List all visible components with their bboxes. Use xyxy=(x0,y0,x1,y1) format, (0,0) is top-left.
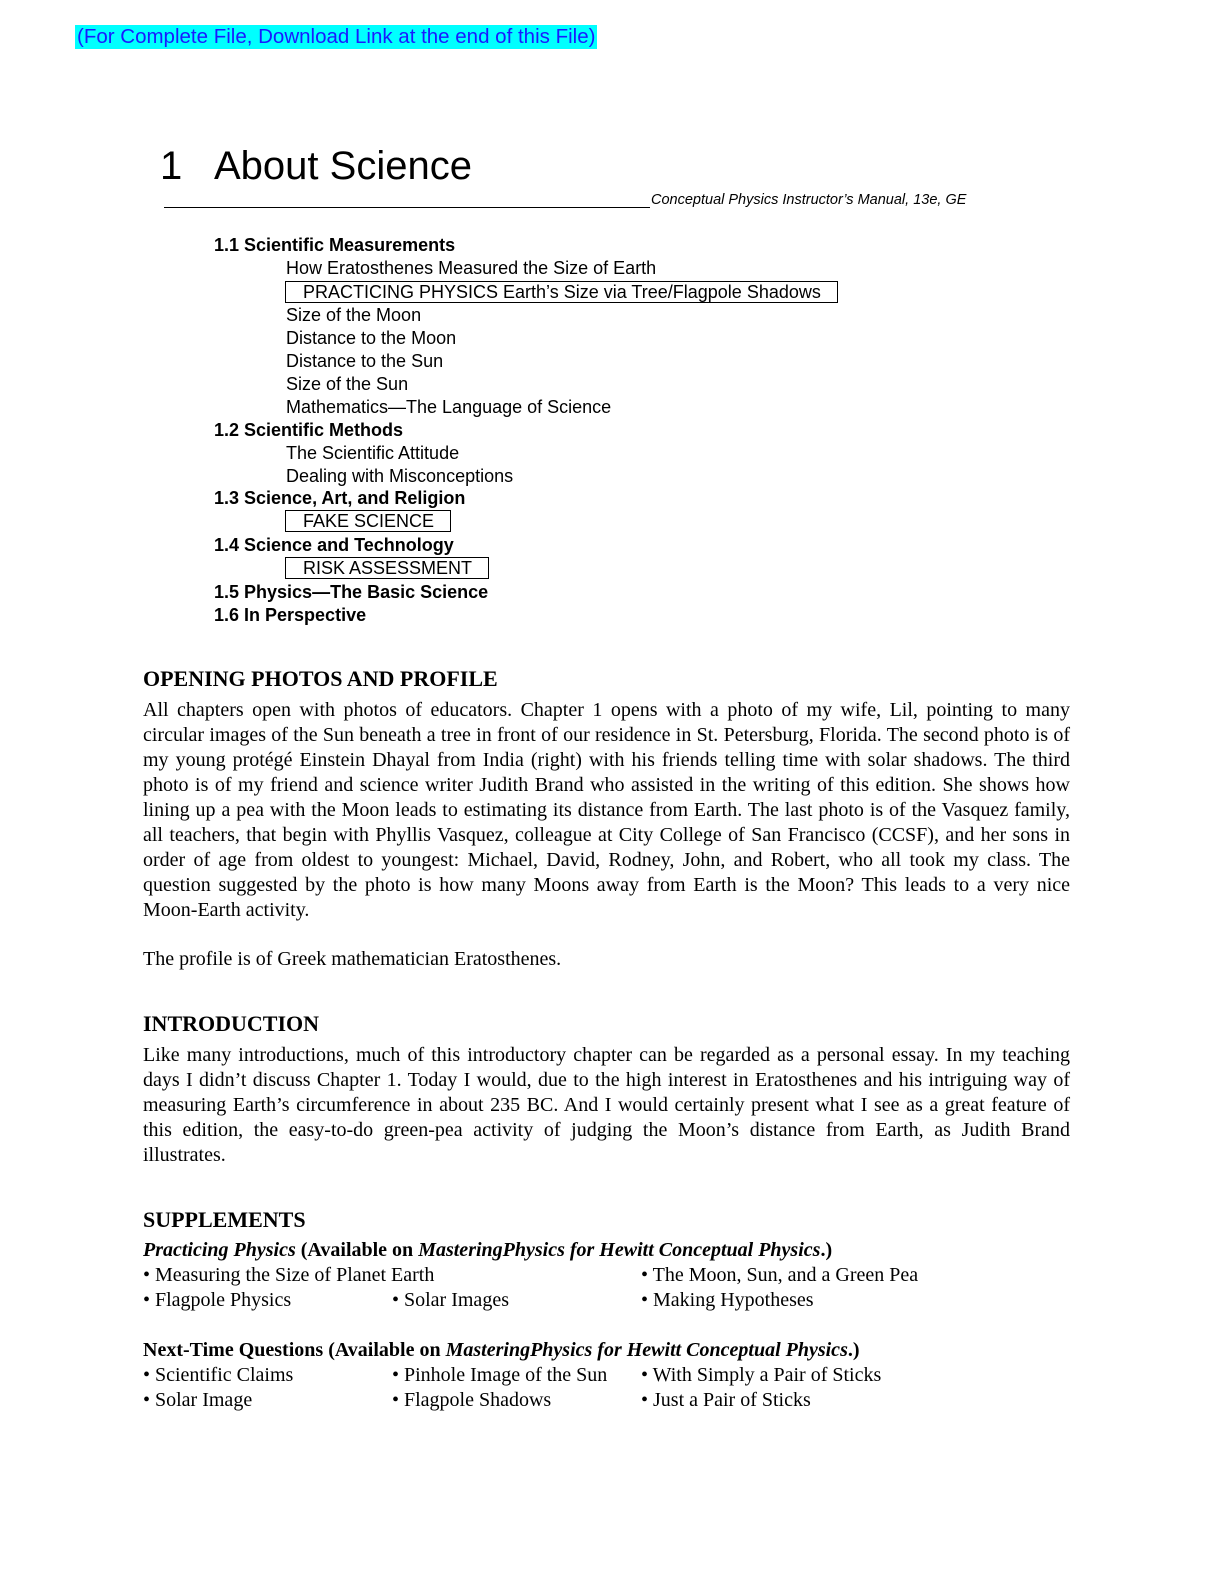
supplements-heading: SUPPLEMENTS xyxy=(143,1207,306,1232)
availability-prefix: (Available on xyxy=(295,1239,419,1261)
toc-boxed-fake-science: FAKE SCIENCE xyxy=(285,510,451,532)
toc-boxed-practicing-physics: PRACTICING PHYSICS Earth’s Size via Tree/Flagpole Shadows xyxy=(285,281,838,303)
opening-heading: OPENING PHOTOS AND PROFILE xyxy=(143,666,498,691)
availability-suffix: .) xyxy=(820,1239,833,1261)
list-item: • Solar Images xyxy=(392,1289,509,1311)
chapter-title xyxy=(160,140,472,192)
toc-item: Mathematics—The Language of Science xyxy=(286,397,612,417)
list-item: • Flagpole Shadows xyxy=(392,1389,552,1411)
opening-paragraph: All chapters open with photos of educators. Chapter 1 opens with a photo of my wife, Lil, pointing to many circular images of the Sun beneath a tree in front of our residence in St. Petersburg, Florida. The second photo is of my young protégé Einstein Dhayal from India (right) with his friends telling time with solar shadows. The third photo is of my friend and science writer Judith Brand who assisted in the writing of this edition. She shows how lining up a pea with the Moon leads to estimating its distance from Earth. The last photo is of the Vasquez family, all teachers, that begin with Phyllis Vasquez, colleague at City College of San Francisco (CCSF), and her sons in order of age from oldest to youngest: Michael, David, Rodney, John, and Robert, who all took my class. The question suggested by the photo is how many Moons away from Earth is the Moon? This leads to a very nice Moon-Earth activity. xyxy=(143,699,1070,921)
toc-item: Distance to the Sun xyxy=(286,351,444,371)
list-item: • Just a Pair of Sticks xyxy=(641,1389,811,1411)
toc-item: The Scientific Attitude xyxy=(286,443,460,463)
list-item: • Making Hypotheses xyxy=(641,1289,814,1311)
toc-item: Size of the Sun xyxy=(286,374,409,394)
title-rule xyxy=(164,207,650,208)
practicing-physics-heading xyxy=(143,1239,832,1262)
availability-suffix: .) xyxy=(847,1339,860,1361)
toc-section-1-2: 1.2 Scientific Methods xyxy=(214,420,404,440)
availability-prefix: (Available on xyxy=(323,1339,446,1361)
introduction-paragraph: Like many introductions, much of this introductory chapter can be regarded as a personal essay. In my teaching days I didn’t discuss Chapter 1. Today I would, due to the high interest in Eratosthenes and his intriguing way of measuring Earth’s circumference in about 235 BC. And I would certainly present what I see as a great feature of this edition, the easy-to-do green-pea activity of judging the Moon’s distance from Earth, as Judith Brand illustrates. xyxy=(143,1044,1070,1166)
introduction-heading: INTRODUCTION xyxy=(143,1011,320,1036)
toc-item: Distance to the Moon xyxy=(286,328,457,348)
next-time-questions-heading xyxy=(143,1339,860,1362)
manual-subtitle: Conceptual Physics Instructor’s Manual, 13e, GE xyxy=(651,192,967,208)
practicing-physics-label: Practicing Physics xyxy=(143,1239,296,1261)
introduction-section xyxy=(143,1043,1070,1168)
chapter-name: About Science xyxy=(214,144,472,188)
list-item: • Pinhole Image of the Sun xyxy=(392,1364,608,1386)
toc-section-1-3: 1.3 Science, Art, and Religion xyxy=(214,488,466,508)
list-item: • Solar Image xyxy=(143,1389,253,1411)
toc-section-1-5: 1.5 Physics—The Basic Science xyxy=(214,582,489,602)
chapter-number: 1 xyxy=(160,144,183,188)
list-item: • Measuring the Size of Planet Earth xyxy=(143,1264,435,1286)
download-banner: (For Complete File, Download Link at the end of this File) xyxy=(77,25,596,48)
list-item: • With Simply a Pair of Sticks xyxy=(641,1364,882,1386)
toc-section-1-6: 1.6 In Perspective xyxy=(214,605,367,625)
opening-section xyxy=(143,698,1070,923)
list-item: • Flagpole Physics xyxy=(143,1289,292,1311)
availability-source: MasteringPhysics for Hewitt Conceptual Physics xyxy=(418,1239,821,1261)
toc-boxed-risk-assessment: RISK ASSESSMENT xyxy=(285,557,489,579)
profile-line: The profile is of Greek mathematician Eratosthenes. xyxy=(143,948,562,970)
toc-section-1-4: 1.4 Science and Technology xyxy=(214,535,454,555)
toc-item: Dealing with Misconceptions xyxy=(286,466,514,486)
next-time-label: Next-Time Questions xyxy=(143,1339,324,1361)
toc-item: Size of the Moon xyxy=(286,305,422,325)
toc-item: How Eratosthenes Measured the Size of Earth xyxy=(286,258,657,278)
list-item: • The Moon, Sun, and a Green Pea xyxy=(641,1264,919,1286)
list-item: • Scientific Claims xyxy=(143,1364,294,1386)
availability-source: MasteringPhysics for Hewitt Conceptual Physics xyxy=(445,1339,848,1361)
toc-section-1-1: 1.1 Scientific Measurements xyxy=(214,235,456,255)
